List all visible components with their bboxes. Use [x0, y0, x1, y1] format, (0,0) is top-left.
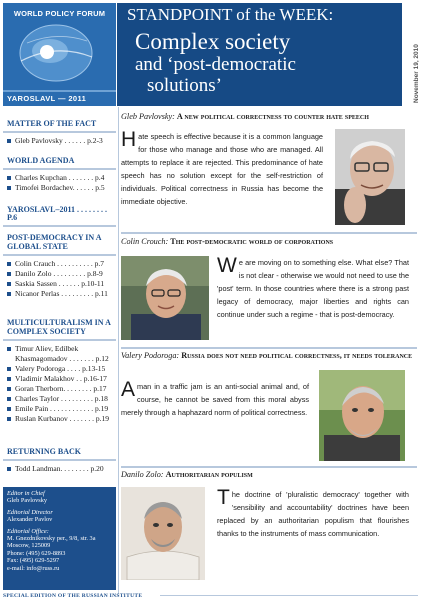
author-photo-pavlovsky: [335, 129, 405, 225]
section-rule: [3, 168, 116, 170]
contents-item[interactable]: Saskia Sassen . . . . . . p.10-11: [3, 279, 116, 289]
contents-item[interactable]: Charles Taylor . . . . . . . . . p.18: [3, 394, 116, 404]
author-photo-podoroga: [319, 370, 405, 461]
bullet-square-icon: [7, 397, 11, 401]
article-body: A man in a traffic jam is an anti-social animal and, of course, he cannot be saved from this moral abyss merely through a haphazard norm of political correctness.: [121, 378, 309, 417]
drop-cap: T: [217, 486, 230, 509]
office-line: Fax: (495) 629-5297: [7, 557, 60, 565]
section-rule: [3, 339, 116, 341]
drop-cap: W: [217, 254, 237, 277]
contents-item[interactable]: Ruslan Kurbanov . . . . . . . p.19: [3, 414, 116, 424]
forum-name: WORLD POLICY FORUM: [13, 9, 106, 18]
editorial-box: [3, 487, 116, 590]
bullet-square-icon: [7, 417, 11, 421]
article-author: Valery Podoroga:: [121, 351, 180, 360]
article-title: A new political correctness to counter hate speech: [176, 112, 369, 121]
article-heading[interactable]: [121, 237, 417, 246]
drop-cap: H: [121, 128, 137, 151]
bullet-square-icon: [7, 347, 11, 351]
bullet-square-icon: [7, 387, 11, 391]
bullet-square-icon: [7, 186, 11, 190]
contents-item[interactable]: Vladimir Malakhov . . p.16-17: [3, 374, 116, 384]
office-line: Phone: (495) 629-8893: [7, 549, 66, 557]
article-title: The post-democratic world of corporations: [170, 237, 334, 246]
director-label: Editorial Director: [7, 508, 53, 516]
article-title: Russia does not need political correctness, it needs tolerance: [181, 351, 413, 360]
section-rule: [3, 459, 116, 461]
contents-section: [3, 318, 116, 424]
article-author: Danilo Zolo:: [121, 470, 164, 479]
contents-item[interactable]: Khasmagomadov . . . . . . . p.12: [15, 354, 109, 363]
section-rule: [121, 347, 417, 349]
office-line: Moscow, 125009: [7, 542, 51, 550]
contents-item[interactable]: Todd Landman. . . . . . . . p.20: [3, 464, 116, 474]
bullet-square-icon: [7, 282, 11, 286]
banner-title-line1: Complex society: [135, 29, 291, 54]
office-line: M. Gnezdnikovsky per., 9/8, str. 3a: [7, 535, 96, 543]
article-author: Gleb Pavlovsky:: [121, 112, 175, 121]
bullet-square-icon: [7, 367, 11, 371]
article-heading[interactable]: [121, 351, 417, 360]
globe-logo-icon: [17, 21, 95, 85]
section-title[interactable]: YAROSLAVL–2011 . . . . . . . . P.6: [7, 205, 108, 222]
article-heading[interactable]: [121, 470, 417, 479]
section-title: MULTICULTURALISM IN A COMPLEX SOCIETY: [7, 318, 111, 336]
bullet-square-icon: [7, 262, 11, 266]
section-rule: [3, 254, 116, 256]
contents-section: [3, 206, 116, 230]
contents-section: [3, 233, 116, 299]
contents-section: [3, 448, 116, 474]
section-rule: [3, 131, 116, 133]
section-title: RETURNING BACK: [7, 447, 82, 456]
contents-item[interactable]: Timur Aliev, Edilbek: [3, 344, 116, 354]
bullet-square-icon: [7, 176, 11, 180]
forum-city: YAROSLAVL — 2011: [7, 94, 87, 103]
contents-section: [3, 157, 116, 193]
contents-item[interactable]: Valery Podoroga . . . . p.13-15: [3, 364, 116, 374]
contents-item[interactable]: Goran Therborn. . . . . . . . p.17: [3, 384, 116, 394]
article-body: We are moving on to something else. What else? That is not clear - otherwise we would not need to use the 'post' term. In those countries where there is a strong past legacy of democracy, major liberties and rights can continue under such a regime - that is post-democracy.: [217, 254, 409, 319]
footer-credit: SPECIAL EDITION OF THE RUSSIAN INSTITUTE: [3, 593, 143, 599]
contents-item[interactable]: Emile Pain . . . . . . . . . . . . p.19: [3, 404, 116, 414]
issue-date-strip: [403, 3, 418, 106]
section-title: WORLD AGENDA: [7, 156, 75, 165]
footer-rule: [160, 595, 418, 596]
article-body: The doctrine of 'pluralistic democracy' together with 'sensibility and accountability' doctrines have been replaced by an authoritarian populism that flourishes thanks to the instruments of mass communication.: [217, 486, 409, 538]
bullet-square-icon: [7, 467, 11, 471]
contents-item[interactable]: Charles Kupchan . . . . . . . p.4: [3, 173, 116, 183]
section-rule: [3, 225, 116, 227]
section-title: MATTER OF THE FACT: [7, 119, 97, 128]
issue-date: November 19, 2010: [413, 44, 420, 103]
banner-kicker: STANDPOINT of the WEEK:: [127, 5, 334, 24]
contents-item[interactable]: Danilo Zolo . . . . . . . . . p.8-9: [3, 269, 116, 279]
banner-title-line3: solutions’: [147, 75, 222, 96]
office-label: Editorial Office:: [7, 527, 49, 535]
bullet-square-icon: [7, 407, 11, 411]
contents-section: [3, 120, 116, 146]
article-author: Colin Crouch:: [121, 237, 169, 246]
section-title: POST-DEMOCRACY IN A GLOBAL STATE: [7, 233, 102, 251]
forum-logo: [3, 3, 116, 106]
bullet-square-icon: [7, 377, 11, 381]
banner-title-line2: and ‘post-democratic: [135, 54, 296, 75]
section-rule: [121, 232, 417, 234]
chief-name: Gleb Pavlovsky: [7, 497, 48, 505]
office-line[interactable]: e-mail: info@russ.ru: [7, 564, 60, 572]
article-heading[interactable]: [121, 112, 417, 121]
contents-item[interactable]: Nicanor Perlas . . . . . . . . . p.11: [3, 289, 116, 299]
bullet-square-icon: [7, 139, 11, 143]
author-photo-zolo: [121, 487, 205, 580]
section-rule: [121, 466, 417, 468]
article-body: Hate speech is effective because it is a common language for those who manage and those who are managed. All attempts to replace it are rejected. This predominance of hate speech has no solution except for the self-restriction of individuals. Political correctness in Russia has become the immediate objective.: [121, 128, 323, 206]
contents-item[interactable]: Gleb Pavlovsky . . . . . . p.2-3: [3, 136, 116, 146]
director-name: Alexander Pavlov: [7, 516, 53, 524]
chief-label: Editor in Chief: [7, 490, 45, 497]
author-photo-crouch: [121, 256, 209, 340]
headline-banner: [117, 3, 402, 106]
contents-item[interactable]: Colin Crauch . . . . . . . . . . p.7: [3, 259, 116, 269]
contents-item[interactable]: Timofei Bordachev. . . . . . p.5: [3, 183, 116, 193]
bullet-square-icon: [7, 272, 11, 276]
drop-cap: A: [121, 378, 136, 401]
logo-divider: [3, 90, 116, 92]
article-title: Authoritarian populism: [165, 470, 253, 479]
column-divider: [118, 107, 119, 594]
bullet-square-icon: [7, 292, 11, 296]
